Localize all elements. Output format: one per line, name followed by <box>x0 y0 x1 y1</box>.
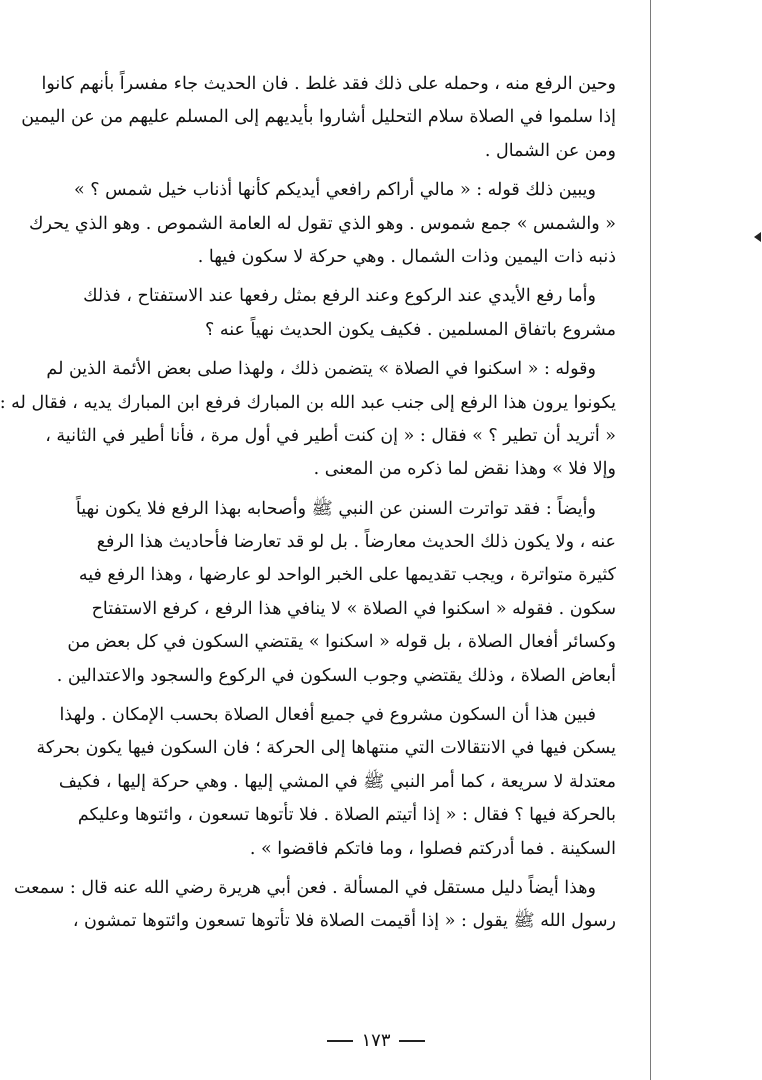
text-line: وإلا فلا » وهذا نقض لما ذكره من المعنى . <box>313 459 616 480</box>
text-line: يسكن فيها في الانتقالات التي منتهاها إلى الحركة ؛ فان السكون فيها يكون بحركة <box>36 738 616 759</box>
text-line: عنه ، ولا يكون ذلك الحديث معارضاً . بل لو قد تعارضا فأحاديث هذا الرفع <box>96 532 616 553</box>
text-line: ذنبه ذات اليمين وذات الشمال . وهي حركة لا سكون فيها . <box>197 246 616 267</box>
text-line: وأيضاً : فقد تواترت السنن عن النبي ﷺ وأصحابه بهذا الرفع فلا يكون نهياً <box>75 498 596 519</box>
text-line: ويبين ذلك قوله : « مالي أراكم رافعي أيديكم كأنها أذناب خيل شمس ؟ » <box>74 180 596 201</box>
text-line: فبين هذا أن السكون مشروع في جميع أفعال الصلاة بحسب الإمكان . ولهذا <box>59 705 596 726</box>
paragraph-7 <box>13 872 636 939</box>
text-line: « والشمس » جمع شموس . وهو الذي تقول له العامة الشموص . وهو الذي يحرك <box>29 213 616 234</box>
text-line: رسول الله ﷺ يقول : « إذا أقيمت الصلاة فلا تأتوها تسعون وائتوها تمشون ، <box>72 911 616 932</box>
text-line: وقوله : « اسكنوا في الصلاة » يتضمن ذلك ، ولهذا صلى بعض الأئمة الذين لم <box>46 359 596 380</box>
paragraph-3 <box>83 280 636 347</box>
text-line: يكونوا يرون هذا الرفع إلى جنب عبد الله بن المبارك فرفع ابن المبارك يديه ، فقال له : <box>0 392 616 413</box>
dash-left <box>399 1040 425 1042</box>
body-text <box>0 68 636 945</box>
dash-right <box>327 1040 353 1042</box>
page-footer <box>116 1030 636 1051</box>
paragraph-4 <box>0 353 636 487</box>
text-line: كثيرة متواترة ، ويجب تقديمها على الخبر الواحد لو عارضها ، وهذا الرفع فيه <box>78 565 616 586</box>
text-line: ومن عن الشمال . <box>484 140 616 161</box>
text-line: « أتريد أن تطير ؟ » فقال : « إن كنت أطير في أول مرة ، فأنا أطير في الثانية ، <box>45 425 616 446</box>
text-line: وكسائر أفعال الصلاة ، بل قوله « اسكنوا » يقتضي السكون في كل بعض من <box>67 632 616 653</box>
text-line: بالحركة فيها ؟ فقال : « إذا أتيتم الصلاة . فلا تأتوها تسعون ، وائتوها وعليكم <box>77 805 616 826</box>
text-line: وأما رفع الأيدي عند الركوع وعند الرفع بمثل رفعها عند الاستفتاح ، فذلك <box>83 286 596 307</box>
margin-triangle-icon <box>754 232 761 242</box>
page-spine-divider <box>650 0 651 1080</box>
paragraph-1 <box>21 68 636 168</box>
paragraph-5 <box>56 493 636 693</box>
paragraph-6 <box>36 699 636 866</box>
text-line: سكون . فقوله « اسكنوا في الصلاة » لا ينافي هذا الرفع ، كرفع الاستفتاح <box>91 598 616 619</box>
text-line: وهذا أيضاً دليل مستقل في المسألة . فعن أبي هريرة رضي الله عنه قال : سمعت <box>13 877 596 898</box>
text-line: إذا سلموا في الصلاة سلام التحليل أشاروا بأيديهم إلى المسلم عليهم من عن اليمين <box>21 107 616 128</box>
text-line: مشروع باتفاق المسلمين . فكيف يكون الحديث نهياً عنه ؟ <box>205 319 616 340</box>
text-line: السكينة . فما أدركتم فصلوا ، وما فاتكم فاقضوا » . <box>249 838 616 859</box>
text-line: معتدلة لا سريعة ، كما أمر النبي ﷺ في المشي إليها . وهي حركة إليها ، فكيف <box>58 771 616 792</box>
paragraph-2 <box>29 174 636 274</box>
text-line: وحين الرفع منه ، وحمله على ذلك فقد غلط . فان الحديث جاء مفسراً بأنهم كانوا <box>41 74 616 94</box>
text-line: أبعاض الصلاة ، وذلك يقتضي وجوب السكون في الركوع والسجود والاعتدالين . <box>56 665 616 686</box>
page-number: ١٧٣ <box>361 1030 391 1051</box>
